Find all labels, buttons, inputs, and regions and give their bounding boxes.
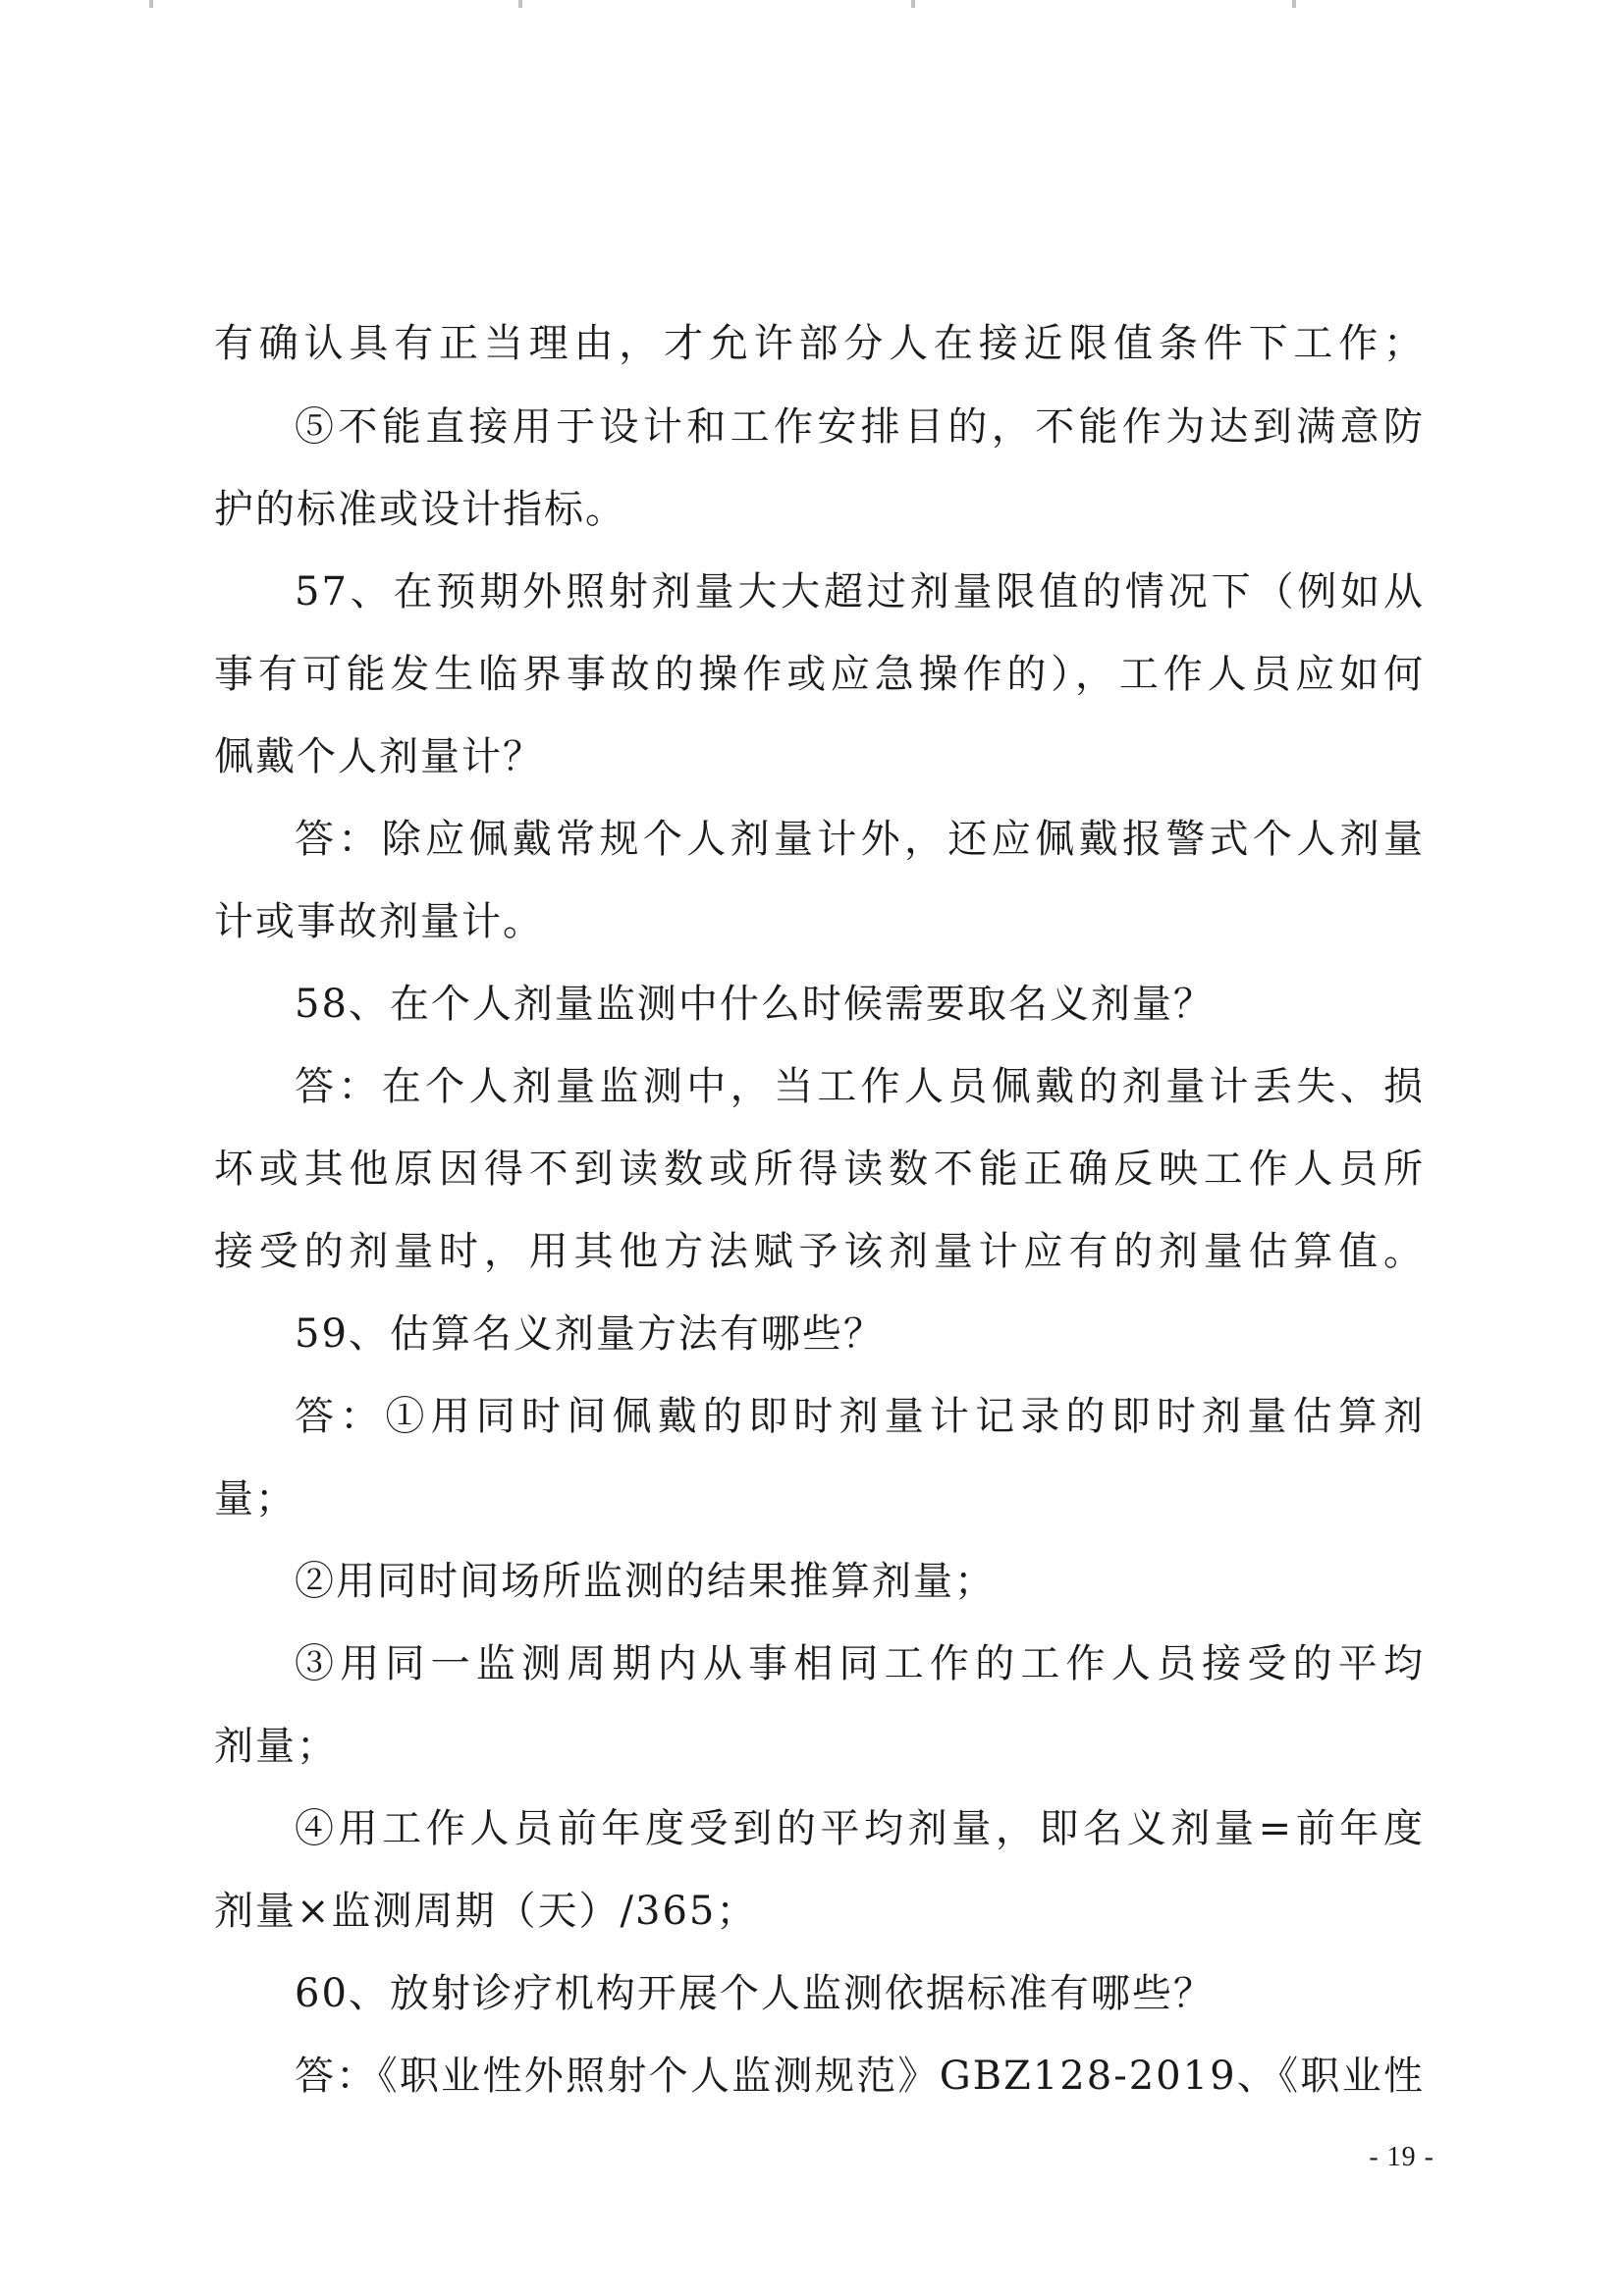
answer-58: 答：在个人剂量监测中，当工作人员佩戴的剂量计丢失、损 (295, 1064, 1425, 1109)
answer-57: 答：除应佩戴常规个人剂量计外，还应佩戴报警式个人剂量 (295, 817, 1425, 862)
text-line: 接受的剂量时，用其他方法赋予该剂量计应有的剂量估算值。 (214, 1229, 1425, 1274)
scan-artifact (149, 0, 153, 8)
text-line: 有确认具有正当理由，才允许部分人在接近限值条件下工作； (214, 321, 1425, 366)
question-60: 60、放射诊疗机构开展个人监测依据标准有哪些？ (295, 1971, 1215, 2016)
answer-59: 答：①用同时间佩戴的即时剂量计记录的即时剂量估算剂 (295, 1394, 1425, 1439)
text-line: ③用同一监测周期内从事相同工作的工作人员接受的平均 (295, 1641, 1425, 1686)
question-58: 58、在个人剂量监测中什么时候需要取名义剂量？ (295, 982, 1215, 1027)
text-line: ②用同时间场所监测的结果推算剂量； (295, 1559, 996, 1604)
question-59: 59、估算名义剂量方法有哪些？ (295, 1311, 885, 1357)
scan-artifact (911, 0, 915, 8)
text-line: 剂量； (214, 1724, 338, 1769)
page-number: - 19 - (1369, 2142, 1434, 2172)
text-line: 护的标准或设计指标。 (214, 487, 626, 532)
answer-60: 答：《职业性外照射个人监测规范》GBZ128-2019、《职业性 (295, 2054, 1425, 2099)
text-line: ④用工作人员前年度受到的平均剂量，即名义剂量=前年度 (295, 1806, 1425, 1851)
text-line: 事有可能发生临界事故的操作或应急操作的），工作人员应如何 (214, 652, 1425, 697)
scan-artifact (518, 0, 522, 8)
scan-artifact (1292, 0, 1296, 8)
text-line: 计或事故剂量计。 (214, 899, 544, 944)
text-line: 佩戴个人剂量计？ (214, 734, 544, 779)
text-line: 量； (214, 1476, 297, 1522)
question-57: 57、在预期外照射剂量大大超过剂量限值的情况下（例如从 (295, 569, 1425, 614)
text-line: 坏或其他原因得不到读数或所得读数不能正确反映工作人员所 (214, 1147, 1425, 1192)
text-line: ⑤不能直接用于设计和工作安排目的，不能作为达到满意防 (295, 404, 1425, 450)
text-line: 剂量×监测周期（天）/365； (214, 1889, 758, 1934)
